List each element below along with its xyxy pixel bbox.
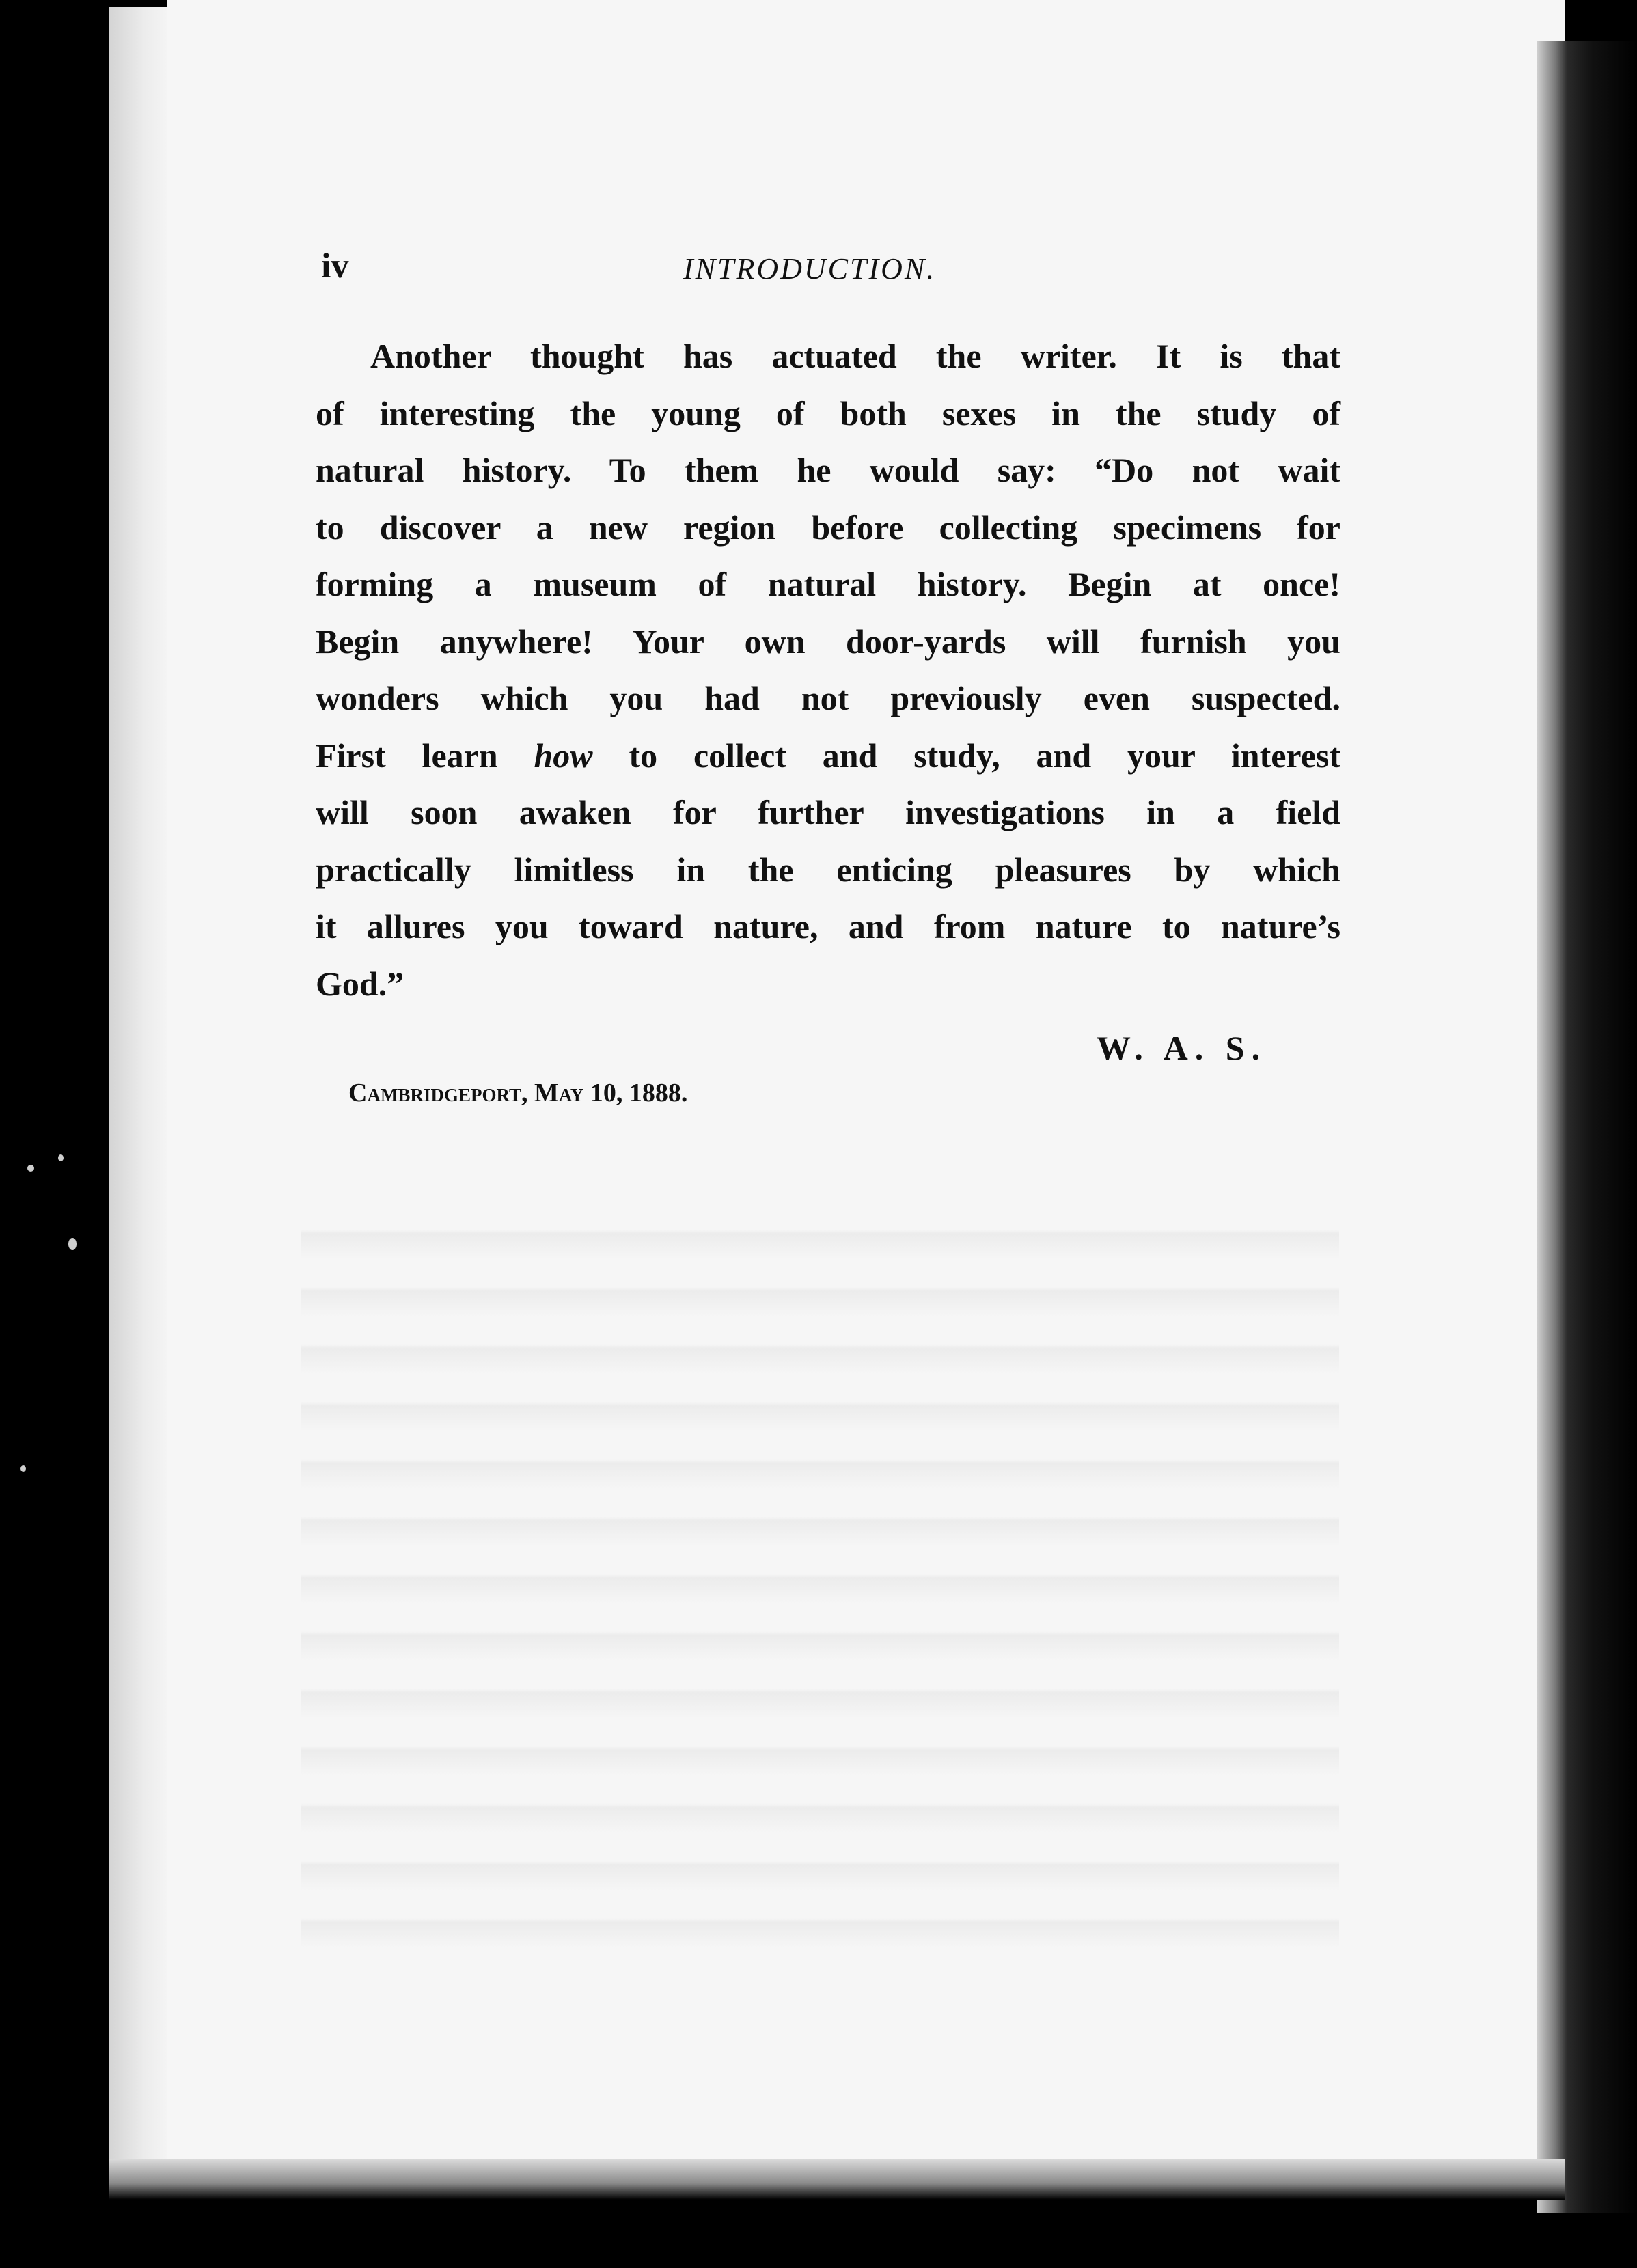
scan-speck (58, 1154, 64, 1161)
text-line: wonders which you had not previously even suspected. (316, 679, 1340, 717)
text-line (316, 728, 1340, 785)
text-line: Begin anywhere! Your own door-yards will furnish you (316, 622, 1340, 661)
text-segment: to collect and study, and your interest (629, 736, 1341, 775)
text-line: forming a museum of natural history. Begin at once! (316, 565, 1340, 603)
scan-speck (68, 1238, 77, 1250)
text-line: practically limitless in the enticing pleasures by which (316, 850, 1340, 889)
page-bottom-edge (109, 2159, 1565, 2200)
page-number: iv (321, 247, 349, 286)
scan-speck (27, 1165, 34, 1172)
text-line: will soon awaken for further investigations in a field (316, 793, 1340, 831)
page-edge-shadow (1537, 41, 1637, 2213)
dateline (348, 1078, 687, 1108)
text-line: Another thought has actuated the writer. It is that (370, 337, 1340, 375)
text-line: natural history. To them he would say: “Do not wait (316, 451, 1340, 489)
author-initials: W. A. S. (1097, 1029, 1267, 1067)
text-line: God.” (316, 964, 404, 1003)
text-line: it allures you toward nature, and from nature to nature’s (316, 907, 1340, 945)
introduction-paragraph (316, 328, 1340, 1012)
scan-border-left (0, 0, 113, 2268)
emphasis-word: how (534, 736, 593, 775)
page-header (321, 246, 1339, 294)
text-segment: First learn (316, 736, 498, 775)
text-line: to discover a new region before collecting specimens for (316, 508, 1340, 547)
running-head: INTRODUCTION. (683, 252, 937, 286)
text-line: of interesting the young of both sexes in the study of (316, 393, 1340, 432)
dateline-text: Cambridgeport, May 10, 1888. (348, 1079, 688, 1107)
show-through-text (301, 1202, 1339, 1954)
scan-speck (20, 1465, 26, 1472)
page-gutter (109, 7, 169, 2172)
